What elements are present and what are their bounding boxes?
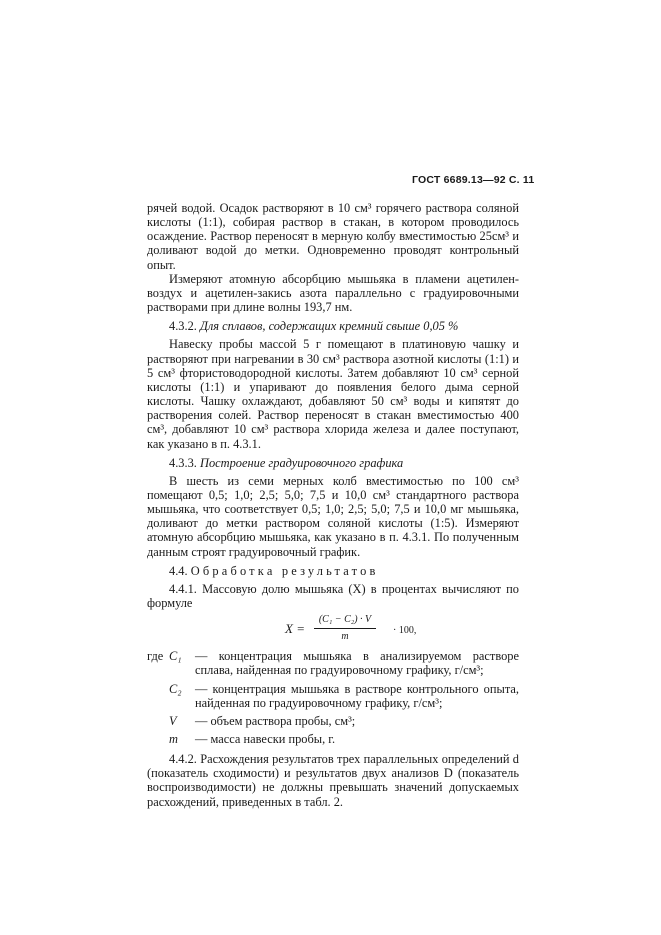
paragraph-calibration: В шесть из семи мерных колб вместимостью по 100 см³ помещают 0,5; 1,0; 2,5; 5,0; 7,5 и 10,0 см³ стандартного раствора мышьяка, что соответствует 0,5; 1,0; 2,5; 5,0; 7,5 и 10,0 мг мышьяка, доливают до метки раствором соляной кислоты (1:5). Измеряют атомную абсорбцию мышьяка, как указано в п. 4.3.1. По полученным данным строят градуировочный график.: [147, 473, 519, 559]
section-number: 4.3.3.: [169, 455, 197, 470]
definition-row: [147, 682, 519, 710]
formula-factor: · 100,: [393, 625, 417, 637]
definition-text: — концентрация мышьяка в растворе контрольного опыта, найденная по градуировочному графику, г/см³;: [195, 681, 519, 710]
paragraph-discrepancy: 4.4.2. Расхождения результатов трех параллельных определений d (показатель сходимости) и результатов двух анализов D (показатель воспроизводимости) не должны превышать значений допускаемых расхождений, приведенных в табл. 2.: [147, 752, 519, 809]
document-body: [147, 201, 519, 809]
paragraph-continuation: рячей водой. Осадок растворяют в 10 см³ горячего раствора соляной кислоты (1:1), собирая раствор в стакан, в котором проводилось осаждение. Раствор переносят в мерную колбу вместимостью 25см³ и доливают водой до метки. Одновременно проводят контрольный опыт.: [147, 201, 519, 272]
section-number: 4.4.: [169, 563, 188, 578]
section-title: Обработка результатов: [190, 563, 379, 578]
page-header: ГОСТ 6689.13—92 С. 11: [412, 174, 535, 186]
formula-numerator: (C₁ − C₂) · V: [314, 613, 376, 629]
definition-row: [147, 732, 519, 746]
section-number: 4.3.2.: [169, 319, 197, 334]
definition-row: [147, 714, 519, 728]
definition-symbol: C₁: [169, 649, 182, 664]
paragraph-sample-prep: Навеску пробы массой 5 г помещают в платиновую чашку и растворяют при нагревании в 30 см³ раствора азотной кислоты (1:1) и 5 см³ фтористоводородной кислоты. Затем добавляют 10 см³ серной кислоты (1:1) и упаривают до появления белого дыма серной кислоты. Чашку охлаждают, добавляют 50 см³ воды и кипятят до растворения солей. Раствор переносят в стакан вместимостью 400 см³, добавляют 10 см³ раствора хлорида железа и далее поступают, как указано в п. 4.3.1.: [147, 337, 519, 451]
where-word: где: [147, 649, 164, 664]
paragraph-formula-intro: 4.4.1. Массовую долю мышьяка (X) в процентах вычисляют по формуле: [147, 581, 519, 611]
definition-text: — объем раствора пробы, см³;: [195, 713, 356, 728]
definition-symbol: V: [169, 713, 177, 728]
section-4-4-heading: [147, 564, 519, 578]
paragraph-absorption: Измеряют атомную абсорбцию мышьяка в пламени ацетилен-воздух и ацетилен-закись азота параллельно с градуировочными растворами при длине волны 193,7 нм.: [147, 271, 519, 315]
formula-fraction: [314, 613, 376, 644]
formula-denominator: m: [341, 631, 349, 643]
mass-fraction-formula: [147, 613, 519, 645]
section-4-3-3-heading: [147, 456, 519, 470]
section-title: Для сплавов, содержащих кремний свыше 0,05 %: [200, 319, 459, 334]
section-title: Построение градуировочного графика: [200, 455, 404, 470]
definition-row: [147, 649, 519, 677]
definition-text: — масса навески пробы, г.: [195, 732, 336, 746]
formula-lhs: X =: [285, 621, 305, 637]
definition-symbol: C₂: [169, 681, 182, 696]
definition-symbol: m: [169, 732, 178, 746]
definition-text: — концентрация мышьяка в анализируемом растворе сплава, найденная по градуировочному графику, г/см³;: [195, 649, 519, 678]
section-4-3-2-heading: [147, 319, 519, 333]
